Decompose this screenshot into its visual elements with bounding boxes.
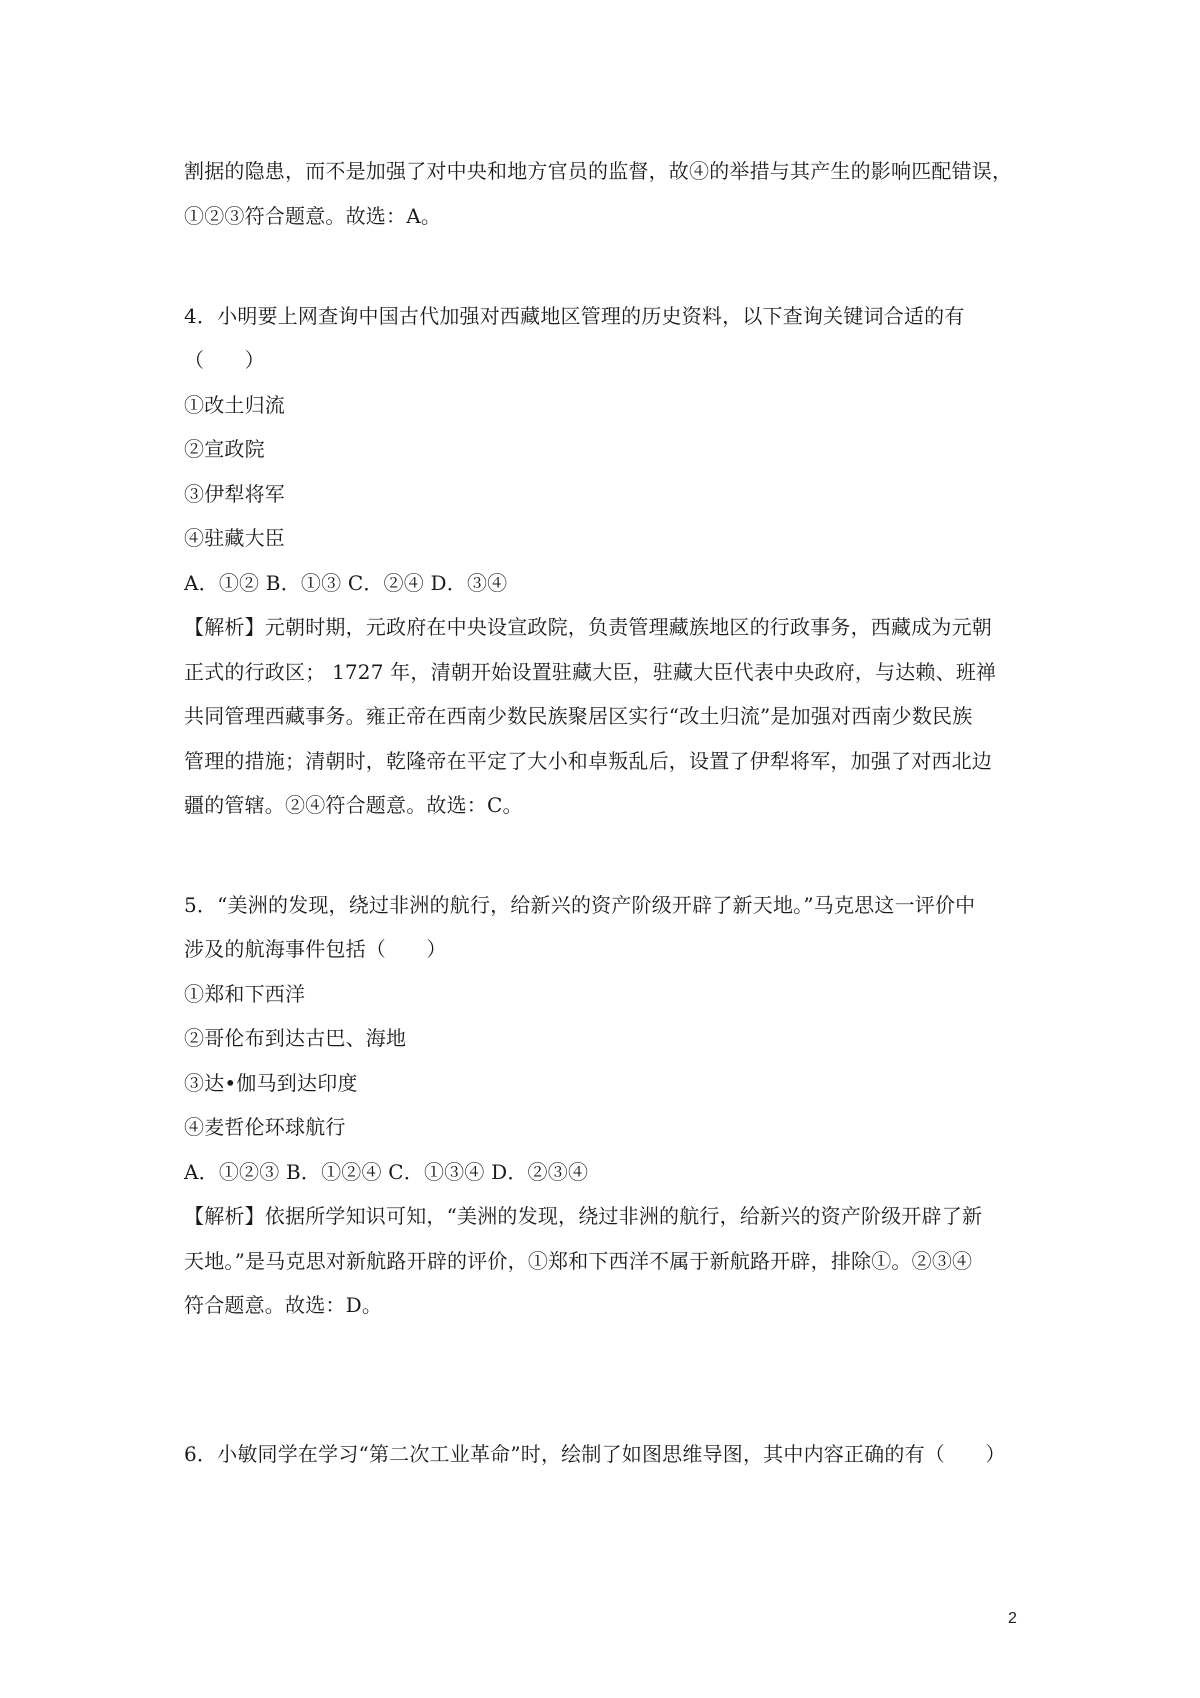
question-5-stem: 5．“美洲的发现，绕过非洲的航行，给新兴的资产阶级开辟了新天地。”马克思这一评价中	[184, 893, 976, 917]
question-4-stem: （ ）	[184, 348, 265, 372]
continuation-line: ①②③符合题意。故选：A。	[184, 204, 442, 228]
question-5-analysis: 【解析】依据所学知识可知，“美洲的发现，绕过非洲的航行，给新兴的资产阶级开辟了新	[184, 1204, 983, 1228]
question-4-option: ③伊犁将军	[184, 482, 285, 506]
question-5-option: ③达•伽马到达印度	[184, 1071, 358, 1095]
question-5-option: ①郑和下西洋	[184, 982, 306, 1006]
question-4-stem: 4．小明要上网查询中国古代加强对西藏地区管理的历史资料，以下查询关键词合适的有	[184, 304, 965, 328]
page-number: 2	[1008, 1610, 1017, 1627]
question-4-option: ②宣政院	[184, 437, 265, 461]
question-5-option: ②哥伦布到达古巴、海地	[184, 1026, 407, 1050]
question-4-analysis: 共同管理西藏事务。雍正帝在西南少数民族聚居区实行“改土归流”是加强对西南少数民族	[184, 704, 973, 728]
question-5-analysis: 符合题意。故选：D。	[184, 1293, 383, 1317]
question-4-analysis: 正式的行政区； 1727 年，清朝开始设置驻藏大臣，驻藏大臣代表中央政府，与达赖、班禅	[184, 660, 997, 684]
question-4-analysis: 疆的管辖。②④符合题意。故选：C。	[184, 793, 523, 817]
question-4-option: ①改土归流	[184, 393, 285, 417]
question-6-stem: 6．小敏同学在学习“第二次工业革命”时，绘制了如图思维导图，其中内容正确的有（ ）	[184, 1442, 1006, 1466]
question-5-analysis: 天地。”是马克思对新航路开辟的评价，①郑和下西洋不属于新航路开辟，排除①。②③④	[184, 1249, 973, 1273]
question-5-stem: 涉及的航海事件包括（ ）	[184, 937, 447, 961]
question-4-option: ④驻藏大臣	[184, 526, 285, 550]
continuation-line: 割据的隐患，而不是加强了对中央和地方官员的监督，故④的举措与其产生的影响匹配错误，	[184, 159, 1013, 183]
question-5-choices: A．①②③ B．①②④ C．①③④ D．②③④	[184, 1160, 589, 1184]
question-4-analysis: 【解析】元朝时期，元政府在中央设宣政院，负责管理藏族地区的行政事务，西藏成为元朝	[184, 615, 992, 639]
question-5-option: ④麦哲伦环球航行	[184, 1115, 346, 1139]
question-4-choices: A．①② B．①③ C．②④ D．③④	[184, 571, 508, 595]
question-4-analysis: 管理的措施；清朝时，乾隆帝在平定了大小和卓叛乱后，设置了伊犁将军，加强了对西北边	[184, 749, 992, 773]
